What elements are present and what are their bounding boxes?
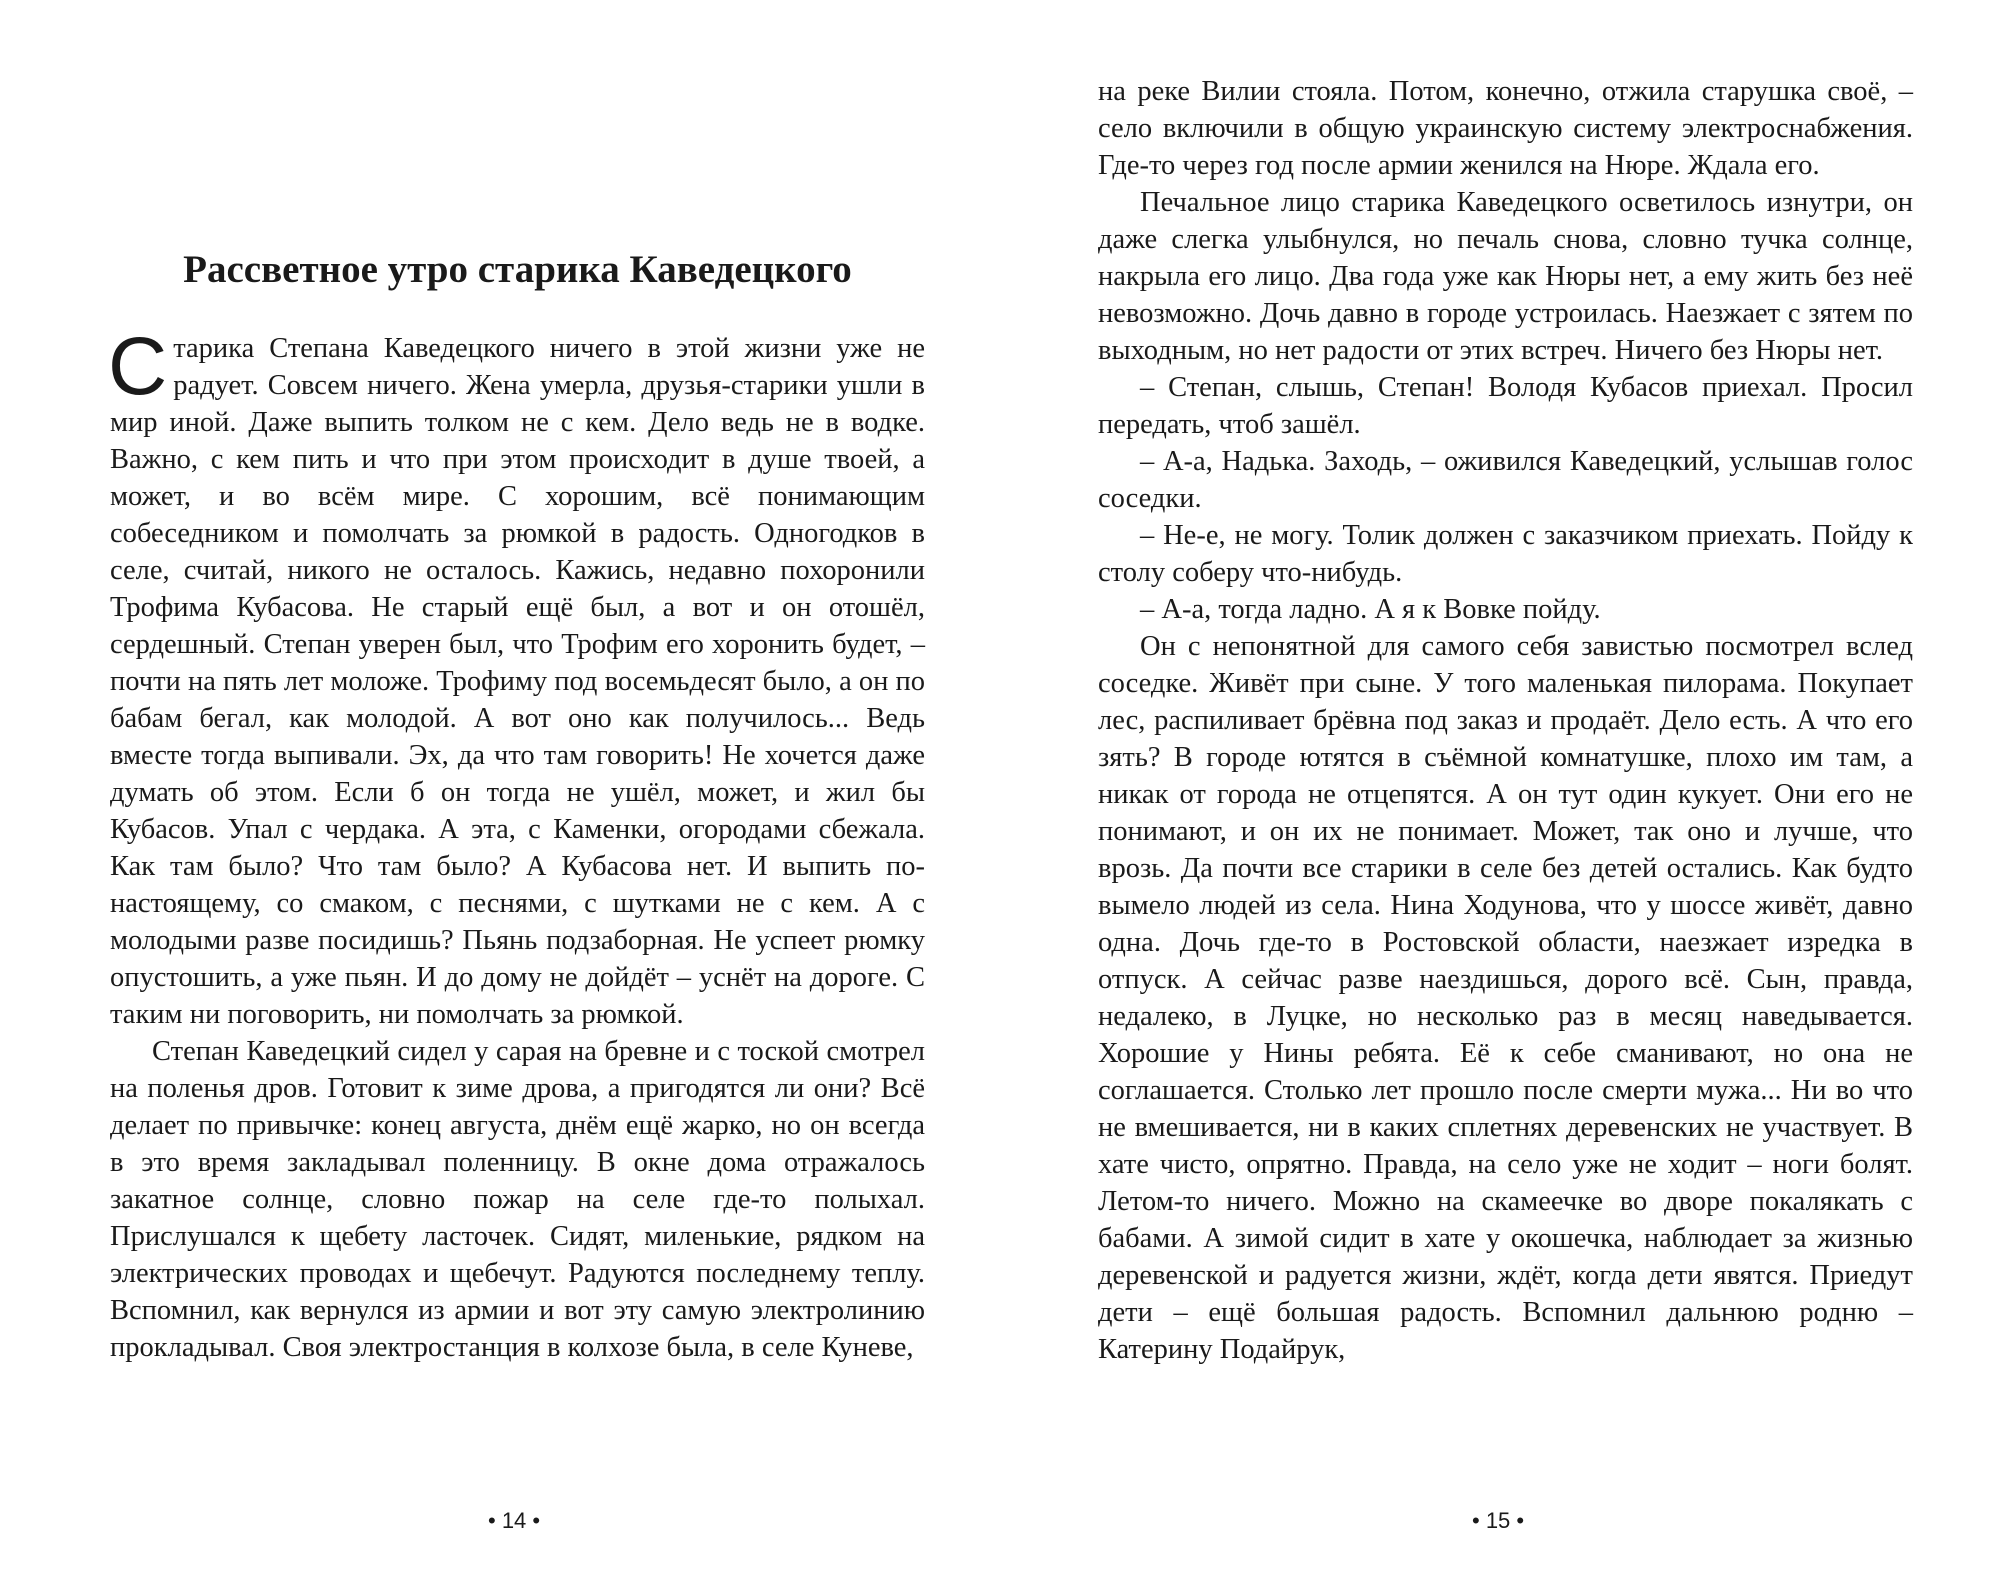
left-page-text (108, 321, 925, 1366)
drop-cap: С (108, 321, 168, 412)
dialogue-line-1: – Степан, слышь, Степан! Володя Кубасов приехал. Просил передать, чтоб зашёл. (1098, 372, 1913, 440)
paragraph-2: Степан Каведецкий сидел у сарая на бревне и с тоской смотрел на поленья дров. Готовит к зиме дрова, а пригодятся ли они? Всё делает по привычке: конец августа, днём ещё жарко, но он всегда в это время закладывал поленницу. В окне дома отражалось закатное солнце, словно пожар на селе где-то полыхал. Прислушался к щебету ласточек. Сидят, миленькие, рядком на электрических проводах и щебечут. Радуются последнему теплу. Вспомнил, как вернулся из армии и вот эту самую электролинию прокладывал. Своя электростанция в колхозе была, в селе Куневе, (110, 1036, 925, 1363)
page-number-right: • 15 • (1472, 1508, 1525, 1533)
paragraph-envy: Он с непонятной для самого себя завистью посмотрел вслед соседке. Живёт при сыне. У того маленькая пилорама. Покупает лес, распиливает брёвна под заказ и продаёт. Дело есть. А что его зять? В городе ютятся в съёмной комнатушке, плохо им там, а никак от города не отцепятся. А он тут один кукует. Они его не понимают, и он их не понимает. Может, так оно и лучше, что врозь. Да почти все старики в селе без детей остались. Как будто вымело людей из села. Нина Ходунова, что у шоссе живёт, давно одна. Дочь где-то в Ростовской области, наезжает изредка в отпуск. А сейчас разве наездишься, дорого всё. Сын, правда, недалеко, в Луцке, но несколько раз в месяц наведывается. Хорошие у Нины ребята. Её к себе сманивают, но она не соглашается. Столько лет прошло после смерти мужа... Ни во что не вмешивается, ни в каких сплетнях деревенских не участвует. В хате чисто, опрятно. Правда, на село уже не ходит – ноги болят. Летом-то ничего. Можно на скамеечке во дворе покалякать с бабами. А зимой сидит в хате у окошечка, наблюдает за жизнью деревенской и радуется жизни, ждёт, когда дети явятся. Приедут дети – ещё большая радость. Вспомнил дальнюю родню – Катерину Подайрук, (1098, 631, 1913, 1365)
dialogue-line-3: – Не-е, не могу. Толик должен с заказчиком приехать. Пойду к столу соберу что-нибудь. (1098, 520, 1913, 588)
paragraph-face: Печальное лицо старика Каведецкого осветилось изнутри, он даже слегка улыбнулся, но печаль снова, словно тучка солнце, накрыла его лицо. Два года уже как Нюры нет, а ему жить без неё невозможно. Дочь давно в городе устроилась. Наезжает с зятем по выходным, но нет радости от этих встреч. Ничего без Нюры нет. (1098, 187, 1913, 366)
chapter-title: Рассветное утро старика Каведецкого (183, 248, 852, 291)
right-page-text (1098, 73, 1913, 1368)
right-page (1000, 0, 2000, 1583)
dialogue-line-2: – А-а, Надька. Заходь, – оживился Каведецкий, услышав голос соседки. (1098, 446, 1913, 514)
page-number-left: • 14 • (488, 1508, 541, 1533)
paragraph-1-text: тарика Степана Каведецкого ничего в этой жизни уже не радует. Совсем ничего. Жена умерла, друзья-старики ушли в мир иной. Даже выпить толком не с кем. Дело ведь не в водке. Важно, с кем пить и что при этом происходит в душе твоей, а может, и во всём мире. С хорошим, всё понимающим собеседником и помолчать за рюмкой в радость. Одногодков в селе, считай, никого не осталось. Кажись, недавно похоронили Трофима Кубасова. Не старый ещё был, а вот и он отошёл, сердешный. Степан уверен был, что Трофим его хоронить будет, – почти на пять лет моложе. Трофиму под восемьдесят было, а он по бабам бегал, как молодой. А вот оно как получилось... Ведь вместе тогда выпивали. Эх, да что там говорить! Не хочется даже думать об этом. Если б он тогда не ушёл, может, и жил бы Кубасов. Упал с чердака. А эта, с Каменки, огородами сбежала. Как там было? Что там было? А Кубасова нет. И выпить по-настоящему, со смаком, с песнями, с шутками не с кем. А с молодыми разве посидишь? Пьянь подзаборная. Не успеет рюмку опустошить, а уже пьян. И до дому не дойдёт – уснёт на дороге. С таким ни поговорить, ни помолчать за рюмкой. (110, 333, 925, 1030)
paragraph-continued: на реке Вилии стояла. Потом, конечно, отжила старушка своё, – село включили в общую украинскую систему электроснабжения. Где-то через год после армии женился на Нюре. Ждала его. (1098, 76, 1913, 181)
dialogue-line-4: – А-а, тогда ладно. А я к Вовке пойду. (1140, 594, 1601, 625)
paragraph-1 (108, 321, 925, 1033)
